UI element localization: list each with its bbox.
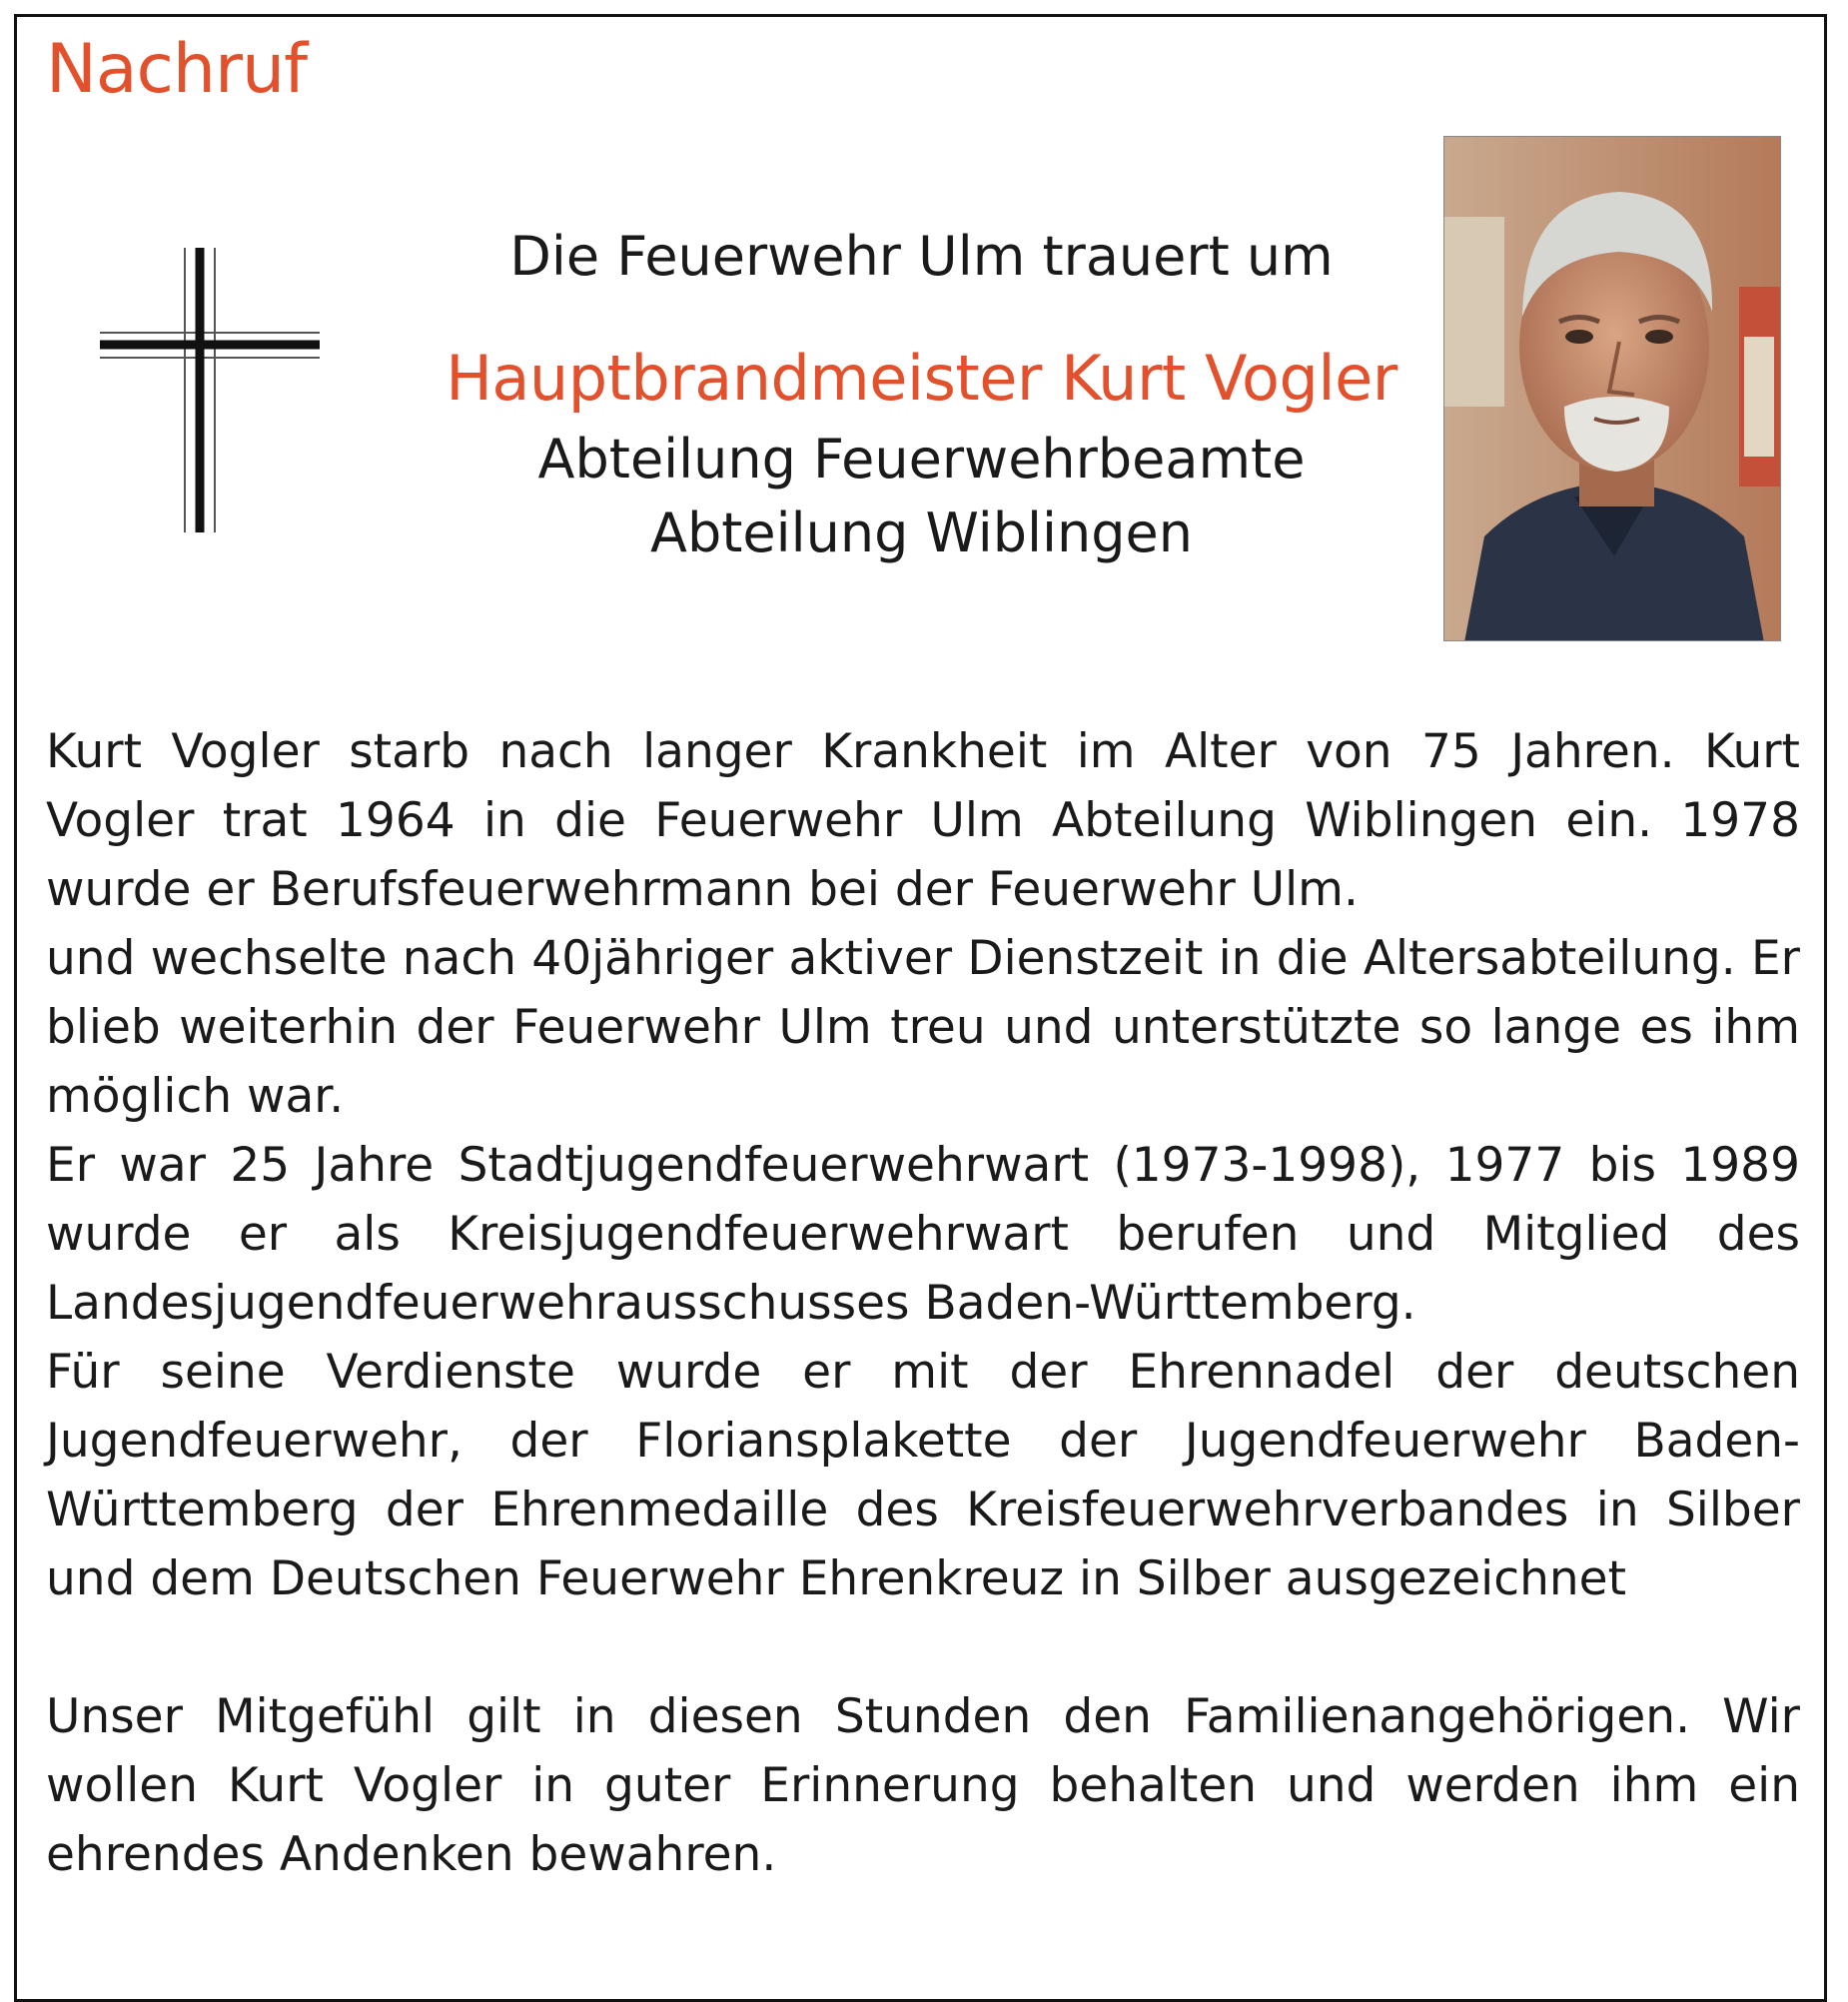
paragraph-honors: Für seine Verdienste wurde er mit der Ehrennadel der deutschen Jugendfeuerwehr, der Floriansplakette der Jugendfeuerwehr Baden-Württemberg der Ehrenmedaille des Kreisfeuerwehrverbandes in Silber und dem Deutschen Feuerwehr Ehrenkreuz in Silber ausgezeichnet [46,1345,1800,1606]
cross-icon [100,248,320,532]
paragraph-career-start: Kurt Vogler starb nach langer Krankheit im Alter von 75 Jahren. Kurt Vogler trat 1964 in die Feuerwehr Ulm Abteilung Wiblingen ein. 1978 wurde er Berufsfeuerwehrmann bei der Feuerwehr Ulm. [46,724,1800,917]
intro-line: Die Feuerwehr Ulm trauert um [509,225,1334,288]
paragraph-retirement: und wechselte nach 40jähriger aktiver Dienstzeit in die Altersabteilung. Er blieb weiterhin der Feuerwehr Ulm treu und unterstützte so lange es ihm möglich war. [46,931,1800,1124]
portrait-photo [1443,136,1781,641]
obituary-body [46,717,1800,1889]
department-line-1: Abteilung Feuerwehrbeamte [537,428,1306,491]
deceased-name: Hauptbrandmeister Kurt Vogler [446,342,1397,415]
paragraph-youth-service: Er war 25 Jahre Stadtjugendfeuerwehrwart (1973-1998), 1977 bis 1989 wurde er als Kreisjugendfeuerwehrwart berufen und Mitglied des Landesjugendfeuerwehrausschusses Baden-Württemberg. [46,1138,1800,1331]
paragraph-condolences: Unser Mitgefühl gilt in diesen Stunden den Familienangehörigen. Wir wollen Kurt Vogler in guter Erinnerung behalten und werden ihm ein ehrendes Andenken bewahren. [46,1689,1800,1882]
department-line-2: Abteilung Wiblingen [650,501,1193,564]
paragraph-spacer [46,1613,1800,1682]
page-title: Nachruf [46,30,308,109]
